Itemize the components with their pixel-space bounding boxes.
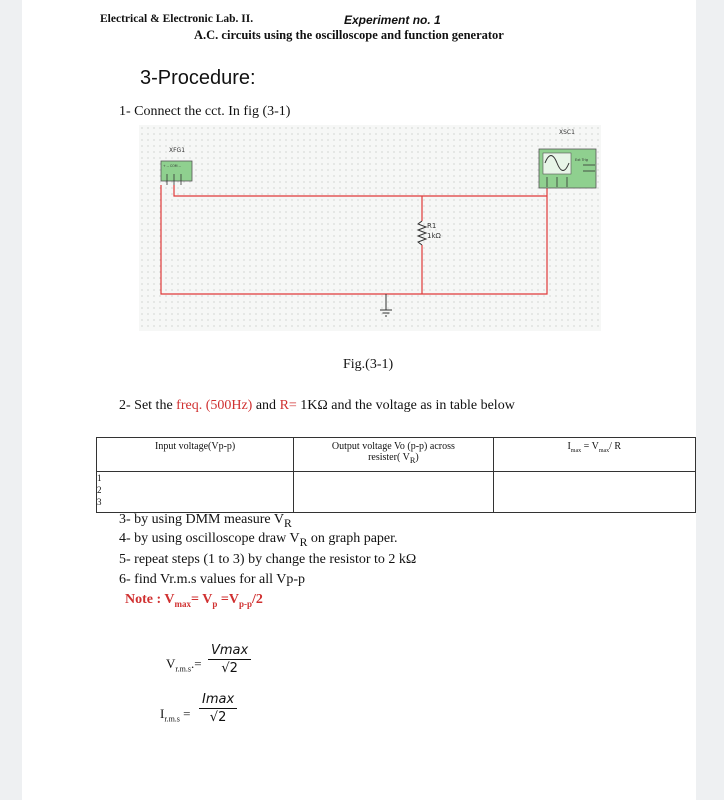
circuit-svg: [139, 125, 601, 331]
section-title: 3-Procedure:: [140, 67, 256, 89]
irms-label: [160, 706, 191, 724]
note-mid2: =V: [217, 592, 239, 607]
outer-wire: [161, 185, 547, 294]
step-2: [119, 398, 515, 414]
vrms-v: V: [166, 656, 176, 671]
irms-numerator: Imax: [199, 692, 237, 709]
header-input-voltage: Input voltage(Vp-p): [97, 438, 294, 472]
top-wire: [174, 185, 547, 196]
generator-terminals: + -- COM --: [163, 164, 181, 168]
step4-sub: R: [299, 535, 308, 549]
step4-text: 4- by using oscilloscope draw V: [119, 531, 300, 546]
imax-cell: [493, 472, 695, 513]
ground-symbol: [380, 310, 392, 316]
header-output-line1: Output voltage Vo (p-p) across: [331, 441, 455, 452]
table-header-row: [97, 438, 696, 472]
generator-label: XFG1: [169, 147, 186, 154]
imax-i: I: [567, 441, 571, 452]
circuit-diagram: [139, 125, 601, 331]
irms-fraction: [199, 692, 237, 725]
table-row: [97, 472, 696, 513]
output-cell: [294, 472, 493, 513]
vrms-fraction: [208, 643, 251, 676]
figure-caption: Fig.(3-1): [343, 357, 394, 372]
irms-eq: =: [179, 706, 191, 721]
step-5: 5- repeat steps (1 to 3) by change the resistor to 2 kΩ: [119, 552, 417, 567]
step-6: 6- find Vr.m.s values for all Vp-p: [119, 572, 306, 587]
note-sub-p: p: [212, 598, 218, 609]
vrms-numerator: Vmax: [208, 643, 251, 660]
header-output-sub: R: [409, 456, 416, 465]
vmax-sub: max: [598, 448, 610, 454]
step2-middle: and: [252, 398, 280, 413]
step-1: 1- Connect the cct. In fig (3-1): [119, 104, 291, 119]
step2-prefix: 2- Set the: [119, 398, 177, 413]
irms-denominator: √2: [209, 710, 227, 725]
vrms-label: [166, 656, 202, 674]
step-4: [119, 531, 398, 549]
vrms-sub: r.m.s: [175, 664, 191, 674]
scope-terminals: Ext Trig: [575, 158, 589, 162]
note-sub-pp: p-p: [238, 598, 252, 609]
step4-end: on graph paper.: [307, 531, 398, 546]
row-number-1: 1: [97, 473, 102, 483]
step3-sub: R: [284, 516, 292, 530]
resistor-symbol: [418, 221, 426, 245]
header-imax: [493, 438, 695, 472]
resistor-label: R1: [427, 222, 437, 230]
scope-label: XSC1: [559, 129, 575, 136]
note-label: Note : V: [125, 592, 175, 607]
vrms-eq: .=: [190, 656, 202, 671]
resistor-value: 1kΩ: [427, 232, 441, 240]
vrms-denominator: √2: [221, 661, 238, 676]
step3-text: 3- by using DMM measure V: [119, 512, 285, 527]
header-output-voltage: [294, 438, 493, 472]
note-mid: = V: [191, 592, 213, 607]
note-sub-max: max: [174, 598, 192, 609]
header-course: Electrical & Electronic Lab. II.: [100, 13, 254, 25]
imax-end: / R: [609, 441, 622, 452]
step2-r: R=: [279, 398, 297, 413]
step-3: [119, 512, 292, 530]
step2-freq: freq. (500Hz): [176, 398, 253, 413]
measurement-table: [96, 437, 696, 513]
header-subtitle: A.C. circuits using the oscilloscope and function generator: [194, 28, 504, 42]
irms-i: I: [160, 706, 165, 721]
row-number-2: 2: [97, 485, 102, 495]
imax-sub: max: [570, 448, 582, 454]
note-end: /2: [251, 592, 263, 607]
row-number-3: 3: [97, 497, 102, 507]
header-output-end: ): [415, 452, 419, 463]
header-output-line2: resister( V: [368, 452, 410, 463]
row-numbers-cell: [97, 472, 294, 513]
header-experiment: Experiment no. 1: [344, 13, 441, 27]
document-page: [22, 0, 696, 800]
circuit-wires: [161, 185, 547, 294]
note-line: [125, 592, 263, 609]
imax-mid: = V: [581, 441, 599, 452]
step2-suffix: 1KΩ and the voltage as in table below: [296, 398, 515, 413]
irms-sub: r.m.s: [164, 714, 180, 724]
